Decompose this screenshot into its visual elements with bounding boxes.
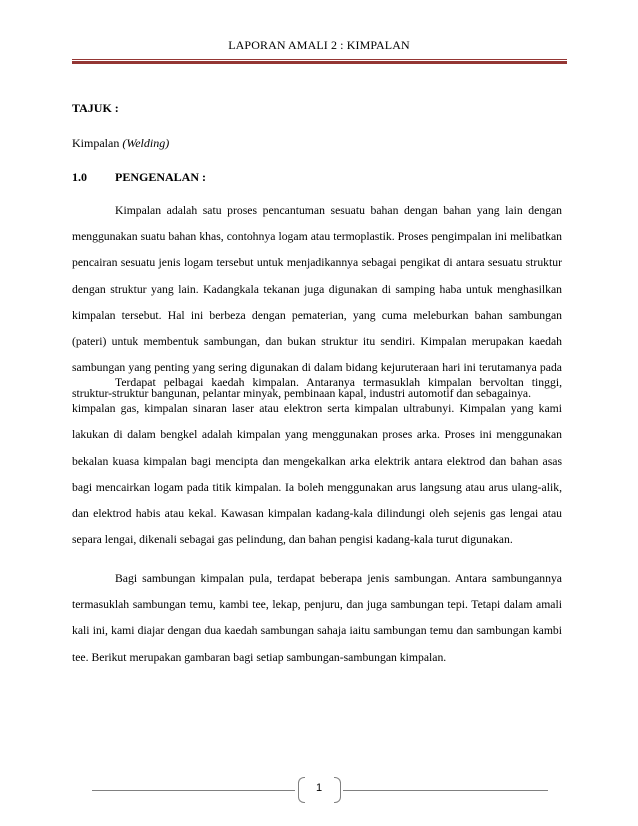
tajuk-title — [72, 136, 169, 151]
footer-bracket-right — [334, 777, 341, 803]
section-title: PENGENALAN : — [115, 170, 207, 184]
page-number: 1 — [315, 782, 323, 794]
paragraph-2: Terdapat pelbagai kaedah kimpalan. Antaranya termasuklah kimpalan bervoltan tinggi, kimpalan gas, kimpalan sinaran laser atau elektron serta kimpalan ultrabunyi. Kimpalan yang kami lakukan di dalam bengkel adalah kimpalan yang menggunakan proses arka. Proses ini menggunakan bekalan kuasa kimpalan bagi mencipta dan mengekalkan arka elektrik antara elektrod dan bahan asas bagi mencairkan logam pada titik kimpalan. Ia boleh menggunakan arus langsung atau arus ulang-alik, dan elektrod habis atau kekal. Kawasan kimpalan kadang-kala dilindungi oleh sejenis gas lengai atau separa lengai, dikenali sebagai gas pelindung, dan bahan pengisi kadang-kala turut digunakan. — [72, 376, 562, 547]
paragraph-3: Bagi sambungan kimpalan pula, terdapat beberapa jenis sambungan. Antara sambungannya termasuklah sambungan temu, kambi tee, lekap, penjuru, dan juga sambungan tepi. Tetapi dalam amali kali ini, kami diajar dengan dua kaedah sambungan sahaja iaitu sambungan temu dan sambungan kambi tee. Berikut merupakan gambaran bagi setiap sambungan-sambungan kimpalan. — [72, 572, 562, 664]
paragraph-1: Kimpalan adalah satu proses pencantuman sesuatu bahan dengan bahan yang lain dengan menggunakan suatu bahan khas, contohnya logam atau termoplastik. Proses pengimpalan ini melibatkan pencairan sesuatu jenis logam tersebut untuk menjadikannya sebagai pengikat di antara sesuatu struktur dengan struktur yang lain. Kadangkala tekanan juga digunakan di samping haba untuk menghasilkan kimpalan tersebut. Hal ini berbeza dengan pematerian, yang cuma meleburkan bahan sambungan (pateri) untuk membentuk sambungan, dan bukan struktur itu sendiri. Kimpalan merupakan kaedah sambungan yang penting yang sering digunakan di dalam bidang kejuruteraan hari ini terutamanya pada struktur-struktur bangunan, pelantar minyak, pembinaan kapal, industri automotif dan sebagainya. — [72, 204, 562, 401]
tajuk-title-italic: (Welding) — [122, 136, 170, 150]
header-rule-thick — [72, 61, 567, 64]
header-rule-thin — [72, 59, 567, 60]
tajuk-heading: TAJUK : — [72, 101, 119, 115]
header-title: LAPORAN AMALI 2 : KIMPALAN — [228, 38, 410, 52]
footer-rule-right — [343, 790, 548, 791]
section-number: 1.0 — [72, 170, 87, 184]
tajuk-title-text: Kimpalan — [72, 136, 123, 150]
footer-rule-left — [92, 790, 295, 791]
